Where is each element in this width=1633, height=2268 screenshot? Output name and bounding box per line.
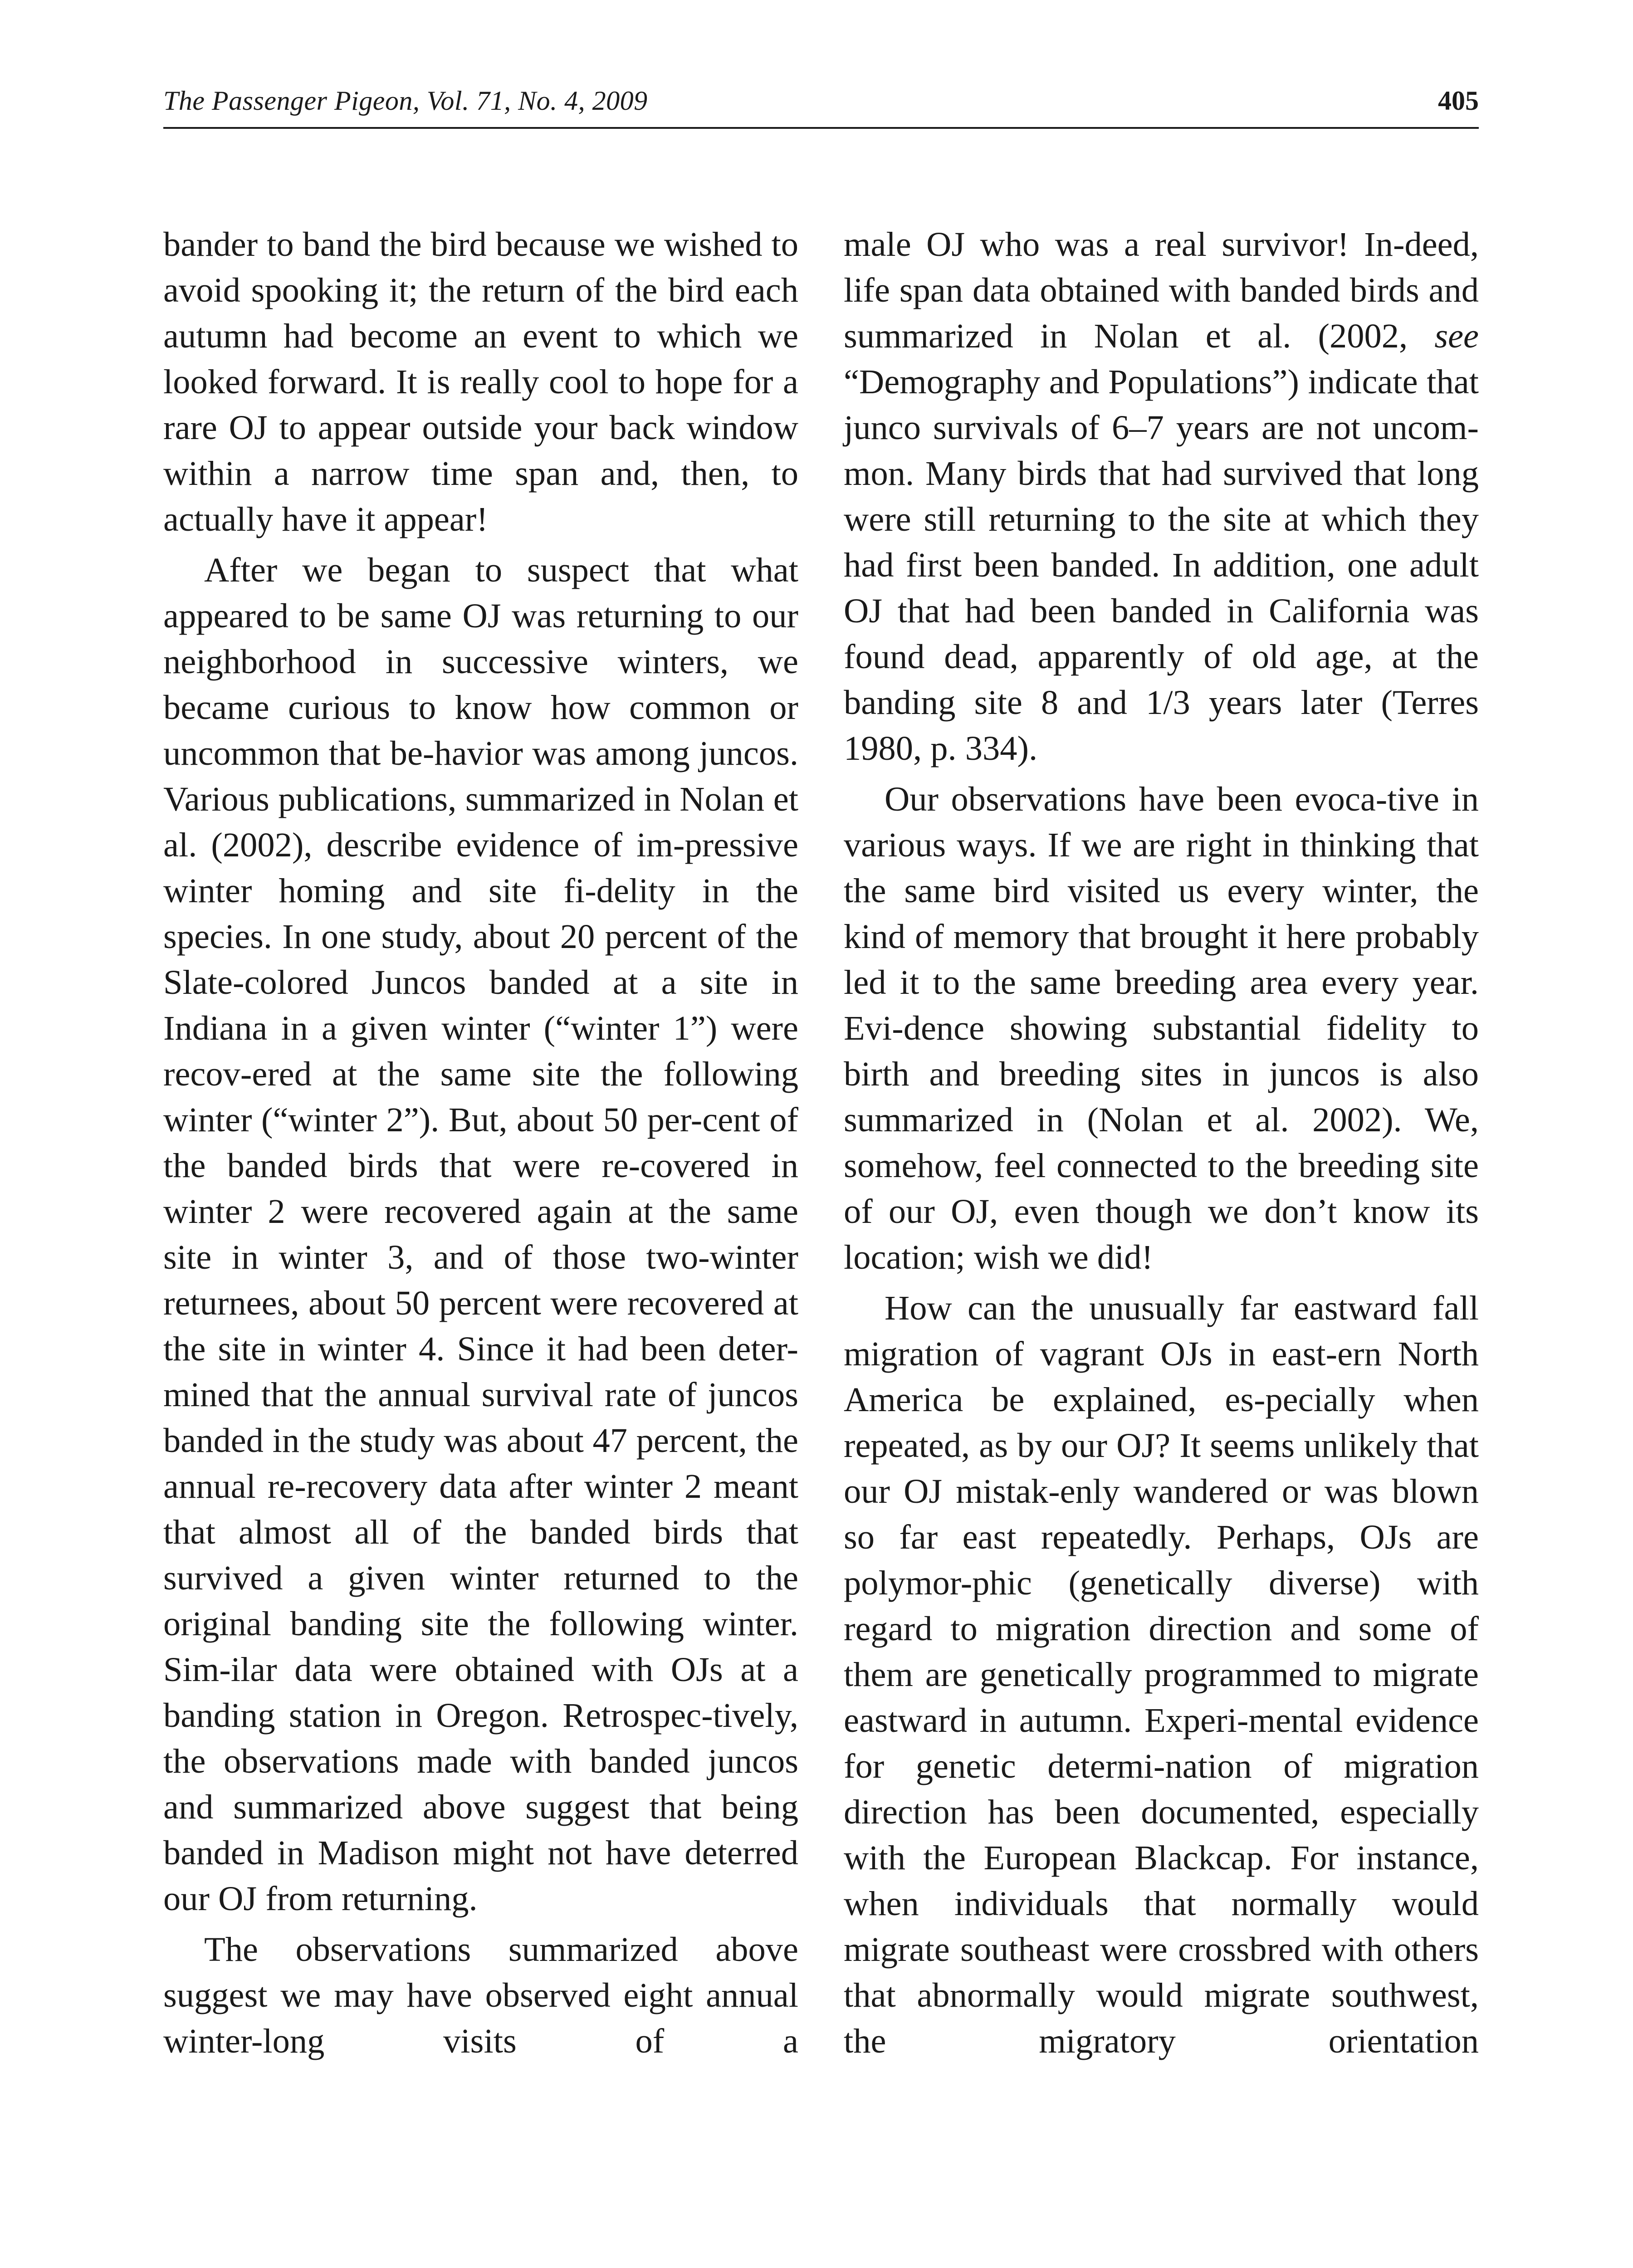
right-column xyxy=(844,221,1479,2069)
left-column xyxy=(163,221,798,2069)
see-reference: see xyxy=(1434,317,1479,355)
running-header xyxy=(163,85,1479,131)
paragraph: The observations summarized above suggest we may have observed eight annual winter-long visits of a xyxy=(163,1930,798,2060)
paragraph-text: “Demography and Populations”) indicate that junco survivals of 6–7 years are not uncom-mon. Many birds that had survived that long were still returning to the site at which they had first been banded. In addition, one adult OJ that had been banded in California was found dead, apparently of old age, at the banding site 8 and 1/3 years later (Terres 1980, p. 334). xyxy=(844,362,1479,767)
paragraph: bander to band the bird because we wished to avoid spooking it; the return of the bird each autumn had become an event to which we looked forward. It is really cool to hope for a rare OJ to appear outside your back window within a narrow time span and, then, to actually have it appear! xyxy=(163,225,798,538)
journal-title: The Passenger Pigeon, Vol. 71, No. 4, 2009 xyxy=(163,86,648,116)
paragraph: After we began to suspect that what appeared to be same OJ was returning to our neighborhood in successive winters, we became curious to know how common or uncommon that be-havior was among juncos. Various publications, summarized in Nolan et al. (2002), describe evidence of im-pressive winter homing and site fi-delity in the species. In one study, about 20 percent of the Slate-colored Juncos banded at a site in Indiana in a given winter (“winter 1”) were recov-ered at the same site the following winter (“winter 2”). But, about 50 per-cent of the banded birds that were re-covered in winter 2 were recovered again at the same site in winter 3, and of those two-winter returnees, about 50 percent were recovered at the site in winter 4. Since it had been deter-mined that the annual survival rate of juncos banded in the study was about 47 percent, the annual re-recovery data after winter 2 meant that almost all of the banded birds that survived a given winter returned to the original banding site the following winter. Sim-ilar data were obtained with OJs at a banding station in Oregon. Retrospec-tively, the observations made with banded juncos and summarized above suggest that being banded in Madison might not have deterred our OJ from returning. xyxy=(163,551,798,1918)
header-rule xyxy=(163,127,1479,129)
page-number: 405 xyxy=(1438,86,1479,116)
paragraph-text: male OJ who was a real survivor! In-deed, life span data obtained with banded birds and summarized in Nolan et al. (2002, xyxy=(844,225,1479,355)
paragraph: How can the unusually far eastward fall migration of vagrant OJs in east-ern North America be explained, es-pecially when repeated, as by our OJ? It seems unlikely that our OJ mistak-enly wandered or was blown so far east repeatedly. Perhaps, OJs are polymor-phic (genetically diverse) with regard to migration direction and some of them are genetically programmed to migrate eastward in autumn. Experi-mental evidence for genetic determi-nation of migration direction has been documented, especially with the European Blackcap. For instance, when individuals that normally would migrate southeast were crossbred with others that abnormally would migrate southwest, the migratory orientation xyxy=(844,1289,1479,2060)
paragraph xyxy=(844,221,1479,771)
paragraph: Our observations have been evoca-tive in various ways. If we are right in thinking that the same bird visited us every winter, the kind of memory that brought it here probably led it to the same breeding area every year. Evi-dence showing substantial fidelity to birth and breeding sites in juncos is also summarized in (Nolan et al. 2002). We, somehow, feel connected to the breeding site of our OJ, even though we don’t know its location; wish we did! xyxy=(844,780,1479,1276)
